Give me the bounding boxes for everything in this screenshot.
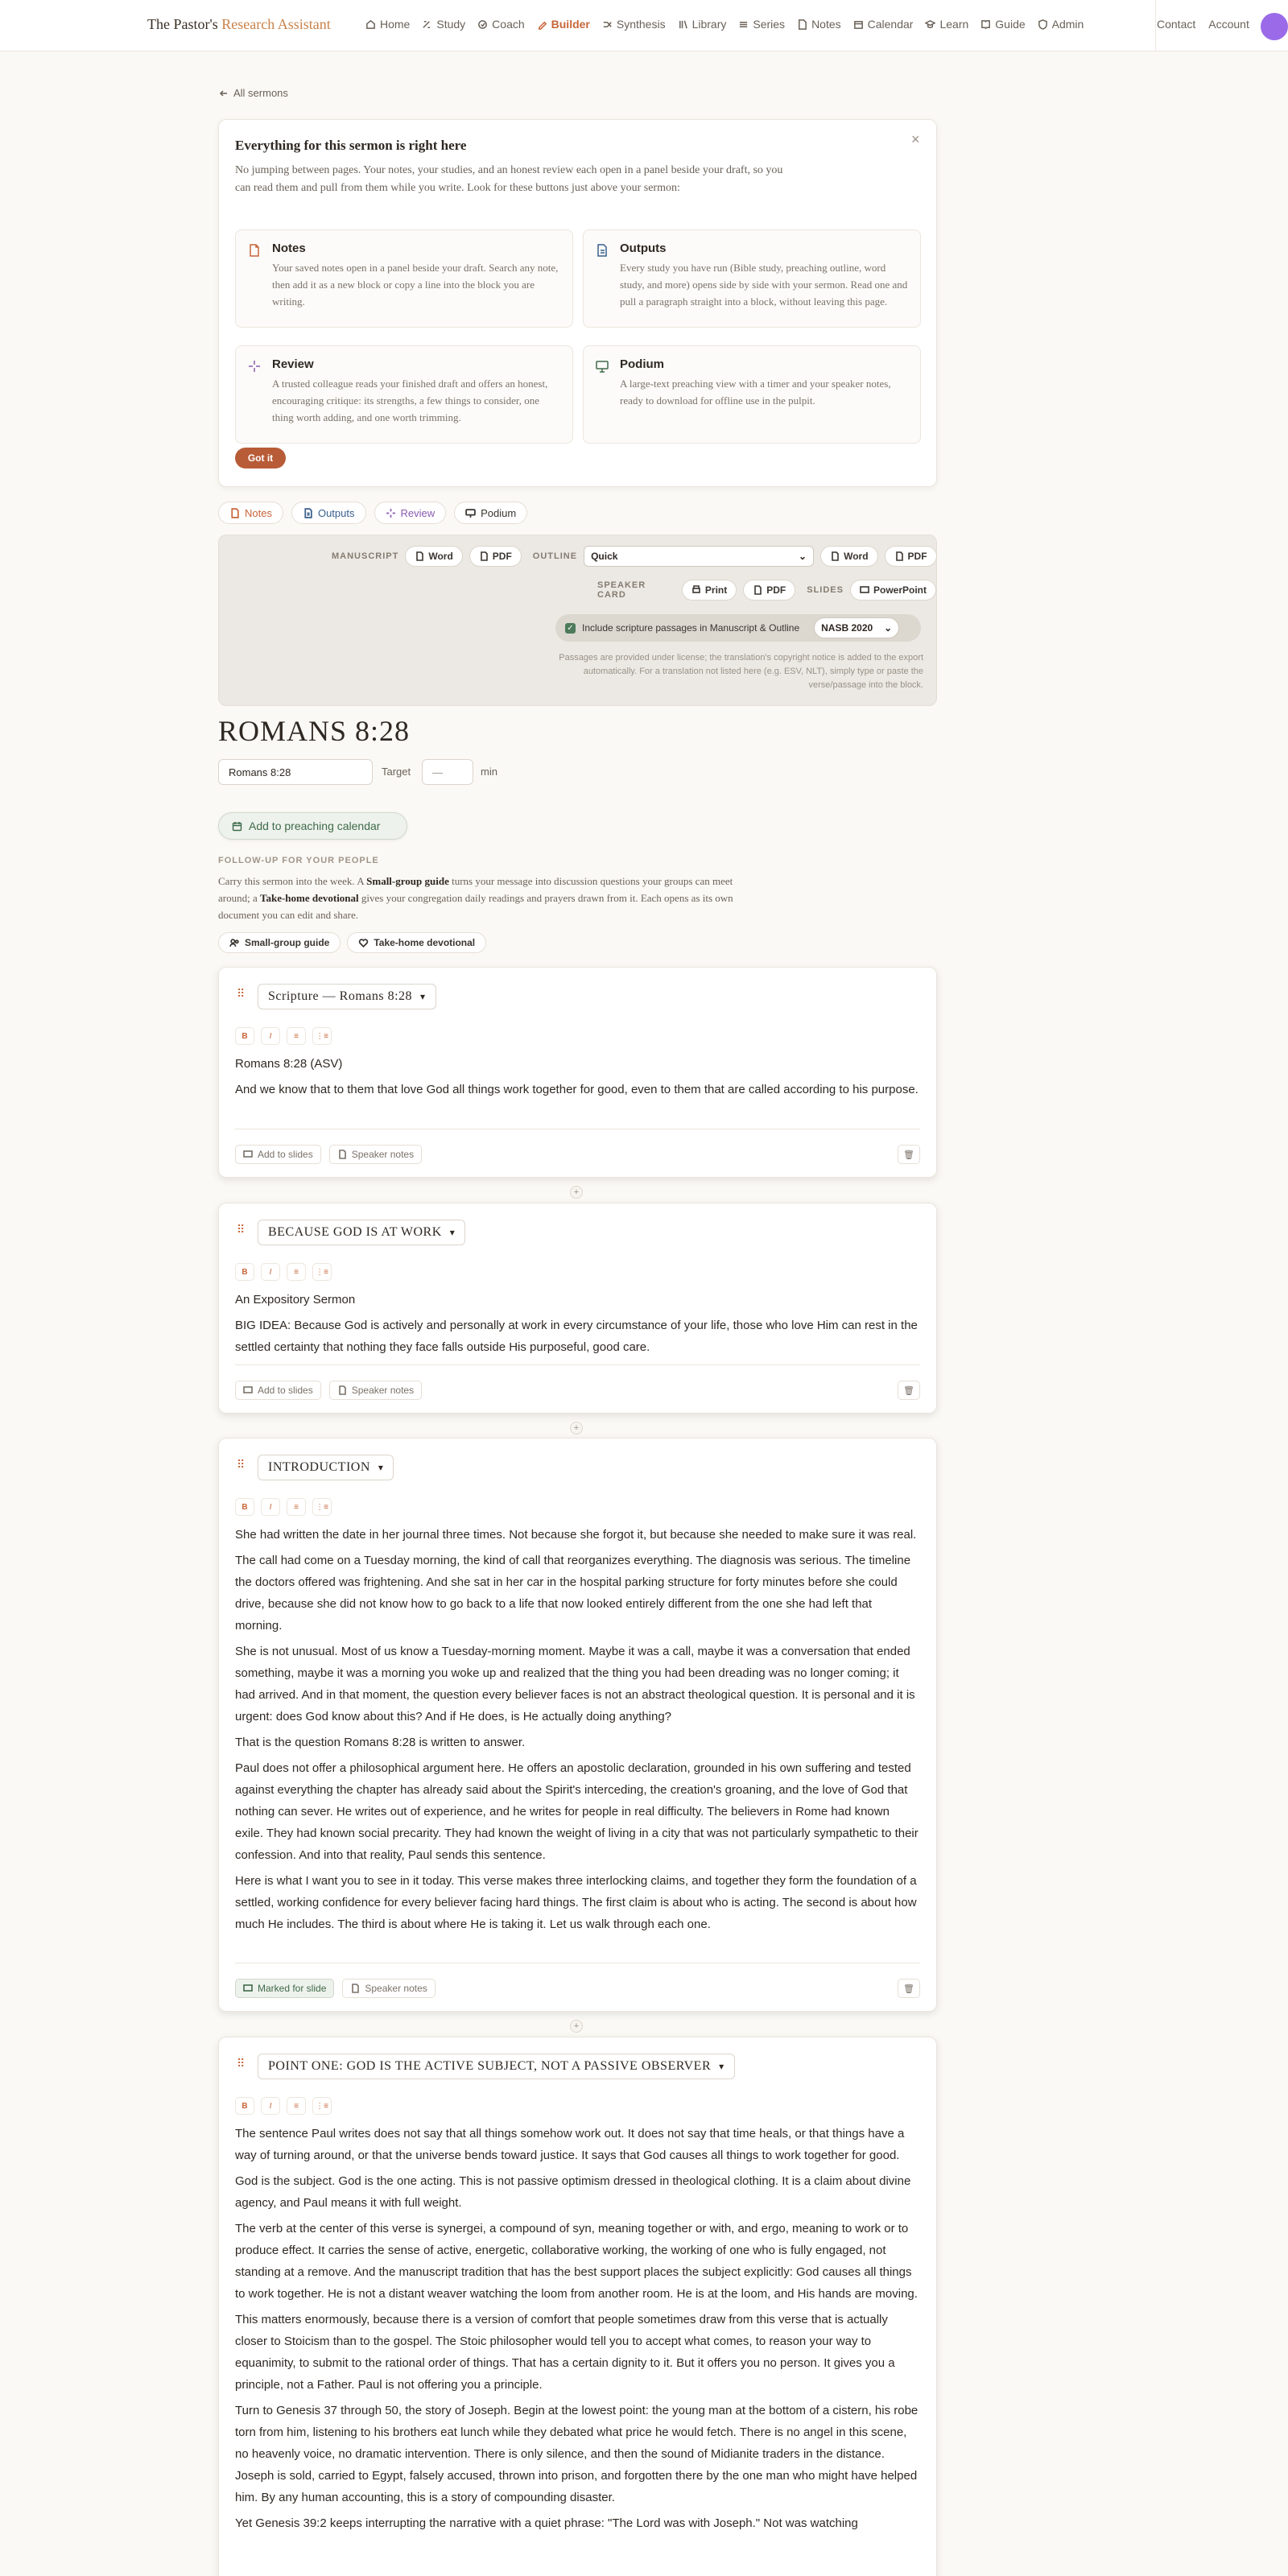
block-type-select[interactable]	[258, 2054, 735, 2079]
include-scripture-label: Include scripture passages in Manuscript & Outline	[582, 622, 800, 634]
synthesis-icon	[602, 19, 613, 30]
manuscript-label: MANUSCRIPT	[332, 551, 399, 561]
block-type-value: BECAUSE GOD IS AT WORK	[268, 1225, 442, 1239]
series-icon	[738, 19, 749, 30]
block-paragraph[interactable]: The verb at the center of this verse is synergei, a compound of syn, meaning together or with, and ergo, meaning to work or to produce effect. It carries the sense of active, energetic, collaborative working, the working of one who is fully engaged, not standing at a remove. And the manuscript tradition that has the best support places the subject explicitly: God causes all things to work together. He is not a distant weaver watching the loom from another room. He is at the loom, and His hands are moving.	[235, 2222, 918, 2301]
monitor-icon	[243, 1385, 253, 1395]
sermon-block	[218, 2037, 937, 2576]
nav-item-label: Admin	[1051, 18, 1084, 31]
block-paragraph[interactable]: Romans 8:28 (ASV)	[235, 1057, 343, 1071]
block-footer	[235, 1381, 422, 1400]
drag-handle-icon[interactable]: ⠿	[237, 1458, 245, 1471]
block-paragraph[interactable]: The sentence Paul writes does not say that all things somehow work out. It does not say that time heals, or that things have a way of turning around, or that the universe bends toward justice. It says that God causes all things to work together for good.	[235, 2127, 905, 2162]
button-label: Add to slides	[258, 1385, 313, 1396]
block-footer	[235, 1145, 422, 1164]
monitor-icon	[243, 1150, 253, 1159]
block-paragraph[interactable]: And we know that to them that love God all things work together for good, even to them that are called according to his purpose.	[235, 1083, 919, 1096]
tab-label: Podium	[481, 506, 517, 519]
contact-link[interactable]: Contact	[1157, 18, 1196, 31]
minutes-label: min	[481, 766, 497, 778]
nav-item-label: Guide	[995, 18, 1026, 31]
nav-item-coach[interactable]	[477, 18, 524, 31]
button-label: Speaker notes	[351, 1149, 415, 1160]
sparkle-icon	[247, 359, 262, 374]
export-panel	[218, 535, 937, 706]
button-label: PDF	[907, 551, 927, 562]
trash-icon[interactable]: 🗑	[898, 1381, 920, 1400]
button-label: Marked for slide	[258, 1983, 327, 1994]
nav-item-home[interactable]	[365, 18, 410, 31]
study-icon	[422, 19, 432, 30]
podium-icon	[465, 508, 476, 518]
block-type-select[interactable]	[258, 1455, 394, 1480]
intro-description: No jumping between pages. Your notes, your studies, and an honest review each open in a panel beside your draft, so you can read them and pull from them while you write. Look for these buttons just above your sermon:	[235, 164, 783, 194]
target-label: Target	[382, 766, 411, 778]
back-link-label: All sermons	[233, 87, 288, 99]
nav-item-label: Home	[380, 18, 411, 31]
account-link[interactable]: Account	[1208, 18, 1249, 31]
trash-icon[interactable]: 🗑	[898, 1145, 920, 1164]
nav-item-label: Notes	[811, 18, 841, 31]
block-paragraph[interactable]: An Expository Sermon	[235, 1293, 356, 1307]
nav-item-notes[interactable]	[797, 18, 841, 31]
notes-tab[interactable]	[218, 502, 283, 524]
brand-accent: Research Assistant	[221, 16, 331, 32]
button-label: Add to slides	[258, 1149, 313, 1160]
italic-icon[interactable]: I	[261, 2097, 280, 2115]
tab-label: Review	[400, 506, 436, 519]
bullet-list-icon[interactable]: ≡	[287, 1498, 306, 1516]
manuscript-word-button[interactable]	[405, 546, 462, 567]
drag-handle-icon[interactable]: ⠿	[237, 987, 245, 1000]
trash-icon[interactable]: 🗑	[898, 1979, 920, 1998]
outline-pdf-button[interactable]	[885, 546, 937, 567]
notes-icon	[247, 243, 262, 258]
followup-text: gives your congregation daily readings and prayers drawn from it. Each opens as its own document you can edit and share.	[218, 892, 733, 921]
feature-desc: A large-text preaching view with a timer and your speaker notes, ready to download for offline use in the pulpit.	[620, 378, 891, 407]
block-content[interactable]	[235, 1289, 919, 1362]
feature-desc: Your saved notes open in a panel beside your draft. Search any note, then add it as a new block or copy a line into the block you are writing.	[272, 262, 559, 308]
feature-desc: Every study you have run (Bible study, preaching outline, word study, and more) opens side by side with your sermon. Read one and pull a paragraph straight into a block, without leaving this page.	[620, 262, 908, 308]
document-icon	[830, 551, 840, 561]
followup-bold: Small-group guide	[366, 875, 449, 887]
format-toolbar	[235, 1498, 332, 1516]
block-paragraph[interactable]: Paul does not offer a philosophical argument here. He offers an apostolic declaration, grounded in his own suffering and tested against everything the chapter has already said about the Spirit's interceding, the creation's groaning, and the love of God that nothing can sever. He writes out of experience, and he writes for people in real difficulty. The believers in Rome had known exile. They had known social precarity. They had known the weight of living in a city that was not particularly sympathetic to their confession. And into that reality, Paul sends this sentence.	[235, 1761, 919, 1862]
block-content[interactable]	[235, 1053, 919, 1104]
bullet-list-icon[interactable]: ≡	[287, 2097, 306, 2115]
nav-item-label: Study	[436, 18, 466, 31]
followup-text: turns your message into discussion questions your groups can meet around; a	[218, 875, 733, 904]
nav-bar	[0, 0, 1156, 52]
format-toolbar	[235, 2097, 332, 2115]
nav-item-label: Builder	[551, 18, 590, 31]
block-content[interactable]	[235, 1524, 919, 1939]
nav-item-study[interactable]	[422, 18, 465, 31]
outline-select-value: Quick	[591, 551, 618, 562]
button-label: Word	[428, 551, 453, 562]
nav-item-calendar[interactable]	[853, 18, 914, 31]
bold-icon[interactable]: B	[235, 1027, 254, 1045]
document-icon	[753, 585, 762, 595]
translation-value: NASB 2020	[821, 622, 873, 634]
notes-icon	[797, 19, 807, 30]
document-icon	[595, 243, 609, 258]
builder-icon	[537, 19, 547, 30]
sparkle-icon	[386, 508, 396, 518]
add-to-slides-button[interactable]	[235, 1381, 321, 1400]
bullet-list-icon[interactable]: ≡	[287, 1263, 306, 1281]
drag-handle-icon[interactable]: ⠿	[237, 1223, 245, 1236]
chevron-down-icon: ▾	[719, 2061, 724, 2072]
document-icon	[415, 551, 424, 561]
speaker-notes-button[interactable]	[329, 1381, 422, 1400]
outline-select[interactable]	[584, 546, 814, 567]
chevron-down-icon: ▾	[420, 991, 426, 1002]
feature-title: Podium	[620, 357, 664, 371]
arrow-left-icon	[219, 89, 229, 98]
take-home-devotional-button[interactable]	[347, 932, 486, 953]
block-content[interactable]	[235, 2123, 919, 2538]
add-block-icon[interactable]: +	[570, 1422, 583, 1435]
button-label: Print	[704, 584, 728, 596]
followup-buttons	[218, 932, 486, 953]
feature-review	[235, 345, 573, 444]
bullet-list-icon[interactable]: ≡	[287, 1027, 306, 1045]
italic-icon[interactable]: I	[261, 1498, 280, 1516]
format-toolbar	[235, 1263, 332, 1281]
intro-card	[218, 119, 937, 487]
chevron-down-icon: ▾	[378, 1462, 384, 1473]
translation-select[interactable]	[814, 617, 899, 638]
feature-notes	[235, 229, 573, 328]
powerpoint-button[interactable]	[850, 580, 936, 601]
nav-item-library[interactable]	[678, 18, 727, 31]
include-scripture-toggle[interactable]	[555, 614, 921, 642]
block-paragraph[interactable]: That is the question Romans 8:28 is written to answer.	[235, 1736, 526, 1749]
block-type-value: Scripture — Romans 8:28	[268, 989, 413, 1003]
calendar-icon	[232, 821, 242, 832]
outline-label: OUTLINE	[532, 551, 578, 561]
block-type-select[interactable]	[258, 1220, 465, 1245]
numbered-list-icon[interactable]: ⋮≡	[312, 2097, 332, 2115]
top-navigation	[0, 0, 1288, 52]
document-icon	[894, 551, 904, 561]
outputs-tab[interactable]	[291, 502, 366, 524]
manuscript-pdf-button[interactable]	[469, 546, 522, 567]
chevron-down-icon: ▾	[449, 1227, 456, 1238]
bold-icon[interactable]: B	[235, 1498, 254, 1516]
add-to-calendar-button[interactable]	[218, 812, 407, 840]
feature-title: Review	[272, 357, 314, 371]
podium-icon	[595, 359, 609, 374]
nav-item-label: Coach	[492, 18, 525, 31]
podium-tab[interactable]	[454, 502, 527, 524]
nav-item-label: Calendar	[867, 18, 914, 31]
block-paragraph[interactable]: The call had come on a Tuesday morning, the kind of call that reorganizes everything. The diagnosis was serious. The timeline the doctors offered was frightening. And she sat in her car in the hospital parking structure for forty minutes before she could drive, because she did not know how to go back to a life that now looked entirely different from the one she had left that morning.	[235, 1554, 911, 1633]
guide-icon	[980, 19, 991, 30]
nav-item-guide[interactable]	[980, 18, 1025, 31]
close-icon[interactable]: ×	[911, 131, 920, 147]
followup-text: Carry this sermon into the week. A	[218, 875, 367, 887]
nav-item-admin[interactable]	[1038, 18, 1084, 31]
nav-item-builder[interactable]	[537, 18, 590, 31]
block-paragraph[interactable]: This matters enormously, because there is a version of comfort that people sometimes draw from this verse that is actually closer to Stoicism than to the gospel. The Stoic philosopher would tell you to accept what comes, to reason your way to equanimity, to submit to the rational order of things. That has a certain dignity to it. But it offers you no person. It gives you a principle, not a Father. Paul is not offering you a principle.	[235, 2313, 895, 2392]
block-paragraph[interactable]: Here is what I want you to see in it today. This verse makes three interlocking claims, and together they form the foundation of a settled, working confidence for every believer facing hard things. The first claim is about who is acting. The second is about how much He includes. The third is about where He is taking it. Let us walk through each one.	[235, 1874, 917, 1931]
printer-icon	[691, 585, 701, 595]
sermon-block	[218, 1203, 937, 1414]
nav-item-label: Series	[753, 18, 786, 31]
document-icon	[479, 551, 489, 561]
speaker-pdf-button[interactable]	[743, 580, 795, 601]
numbered-list-icon[interactable]: ⋮≡	[312, 1498, 332, 1516]
bold-icon[interactable]: B	[235, 2097, 254, 2115]
followup-bold: Take-home devotional	[259, 892, 359, 904]
brand-logo[interactable]	[147, 16, 331, 33]
nav-item-learn[interactable]	[925, 18, 968, 31]
marked-for-slide-button[interactable]	[235, 1979, 334, 1998]
intro-title: Everything for this sermon is right here	[235, 138, 467, 153]
add-to-calendar-label: Add to preaching calendar	[249, 819, 381, 832]
chevron-down-icon: ⌄	[884, 622, 893, 634]
button-label: Small-group guide	[245, 937, 330, 948]
coach-icon	[477, 19, 488, 30]
slides-label: SLIDES	[807, 585, 844, 595]
feature-podium	[583, 345, 921, 444]
monitor-icon	[243, 1984, 253, 1993]
numbered-list-icon[interactable]: ⋮≡	[312, 1027, 332, 1045]
button-label: PDF	[766, 584, 786, 596]
document-icon	[303, 508, 313, 518]
numbered-list-icon[interactable]: ⋮≡	[312, 1263, 332, 1281]
button-label: Speaker notes	[351, 1385, 415, 1396]
nav-item-label: Learn	[939, 18, 969, 31]
block-paragraph[interactable]: BIG IDEA: Because God is actively and personally at work in every circumstance of your life, those who love Him can rest in the settled certainty that nothing they face falls outside His purposeful, good care.	[235, 1319, 918, 1354]
got-it-button[interactable]: Got it	[235, 448, 286, 469]
add-block-icon[interactable]: +	[570, 2020, 583, 2033]
speaker-card-label: SPEAKER CARD	[597, 580, 646, 600]
license-note: Passages are provided under license; the translation's copyright notice is added to the export automatically. For a translation not listed here (e.g. ESV, NLT), simply type or paste the verse/passage into the block.	[559, 653, 923, 690]
notes-icon	[337, 1385, 347, 1395]
followup-heading: FOLLOW-UP FOR YOUR PEOPLE	[218, 856, 379, 865]
reference-input[interactable]: Romans 8:28	[218, 759, 373, 785]
monitor-icon	[860, 585, 869, 595]
block-paragraph[interactable]: God is the subject. God is the one acting. This is not passive optimism dressed in theological clothing. It is a claim about divine agency, and Paul means it with full weight.	[235, 2174, 911, 2210]
tab-label: Notes	[245, 506, 272, 519]
small-group-guide-button[interactable]	[218, 932, 341, 953]
button-label: Speaker notes	[365, 1983, 427, 1994]
block-footer	[235, 1979, 436, 1998]
drag-handle-icon[interactable]: ⠿	[237, 2057, 245, 2070]
feature-outputs	[583, 229, 921, 328]
speaker-card-row	[597, 580, 936, 601]
back-link[interactable]	[219, 87, 288, 99]
bold-icon[interactable]: B	[235, 1263, 254, 1281]
add-to-slides-button[interactable]	[235, 1145, 321, 1164]
brand-name: The Pastor's	[147, 16, 222, 32]
panel-tabs	[218, 502, 527, 524]
outline-word-button[interactable]	[820, 546, 877, 567]
nav-item-synthesis[interactable]	[602, 18, 666, 31]
block-paragraph[interactable]: She is not unusual. Most of us know a Tuesday-morning moment. Maybe it was a call, maybe it was a conversation that ended something, maybe it was a morning you woke up and realized that the thing you had been dreading was no longer coming; it had arrived. And in that moment, the question every believer faces is not an abstract theological question. It is personal and it is urgent: does God know about this? And if He does, is He actually doing anything?	[235, 1645, 915, 1724]
add-block-icon[interactable]: +	[570, 1186, 583, 1199]
nav-links	[365, 18, 1096, 31]
sermon-title[interactable]: ROMANS 8:28	[218, 715, 411, 747]
learn-icon	[925, 19, 935, 30]
nav-item-label: Library	[691, 18, 727, 31]
italic-icon[interactable]: I	[261, 1263, 280, 1281]
notes-icon	[337, 1150, 347, 1159]
calendar-icon	[853, 19, 864, 30]
button-label: PDF	[492, 551, 512, 562]
feature-desc: A trusted colleague reads your finished draft and offers an honest, encouraging critique: its strengths, a few things to consider, one thing worth adding, and one worth trimming.	[272, 378, 548, 423]
sermon-block	[218, 967, 937, 1178]
avatar[interactable]	[1261, 13, 1288, 40]
block-paragraph[interactable]: Turn to Genesis 37 through 50, the story of Joseph. Begin at the lowest point: the young man at the bottom of a cistern, his robe torn from him, listening to his brothers eat lunch while they debated what price he would fetch. There is no angel in this scene, no heavenly voice, no dramatic intervention. There is only silence, and then the sound of Midianite traders in the distance. Joseph is sold, carried to Egypt, falsely accused, thrown into prison, and forgotten there by the one man who might have helped him. By any human accounting, this is a story of compounding disaster.	[235, 2404, 919, 2504]
print-button[interactable]	[682, 580, 737, 601]
speaker-notes-button[interactable]	[342, 1979, 435, 1998]
checkbox-checked-icon[interactable]: ✓	[565, 623, 576, 634]
chevron-down-icon: ⌄	[799, 551, 807, 562]
button-label: Take-home devotional	[374, 937, 476, 948]
manuscript-row	[332, 546, 937, 567]
block-type-value: POINT ONE: GOD IS THE ACTIVE SUBJECT, NOT A PASSIVE OBSERVER	[268, 2059, 712, 2073]
nav-item-series[interactable]	[738, 18, 785, 31]
review-tab[interactable]	[374, 502, 447, 524]
feature-title: Notes	[272, 242, 306, 255]
block-type-value: INTRODUCTION	[268, 1460, 370, 1474]
target-minutes-input[interactable]: —	[422, 759, 473, 785]
button-label: PowerPoint	[873, 584, 927, 596]
heart-icon	[358, 938, 369, 948]
sermon-block	[218, 1438, 937, 2012]
feature-title: Outputs	[620, 242, 667, 255]
home-icon	[365, 19, 376, 30]
speaker-notes-button[interactable]	[329, 1145, 422, 1164]
divider	[235, 1364, 920, 1365]
block-type-select[interactable]	[258, 984, 436, 1009]
notes-icon	[229, 508, 240, 518]
italic-icon[interactable]: I	[261, 1027, 280, 1045]
nav-right	[1157, 18, 1249, 31]
tab-label: Outputs	[317, 506, 355, 519]
library-icon	[678, 19, 688, 30]
users-icon	[229, 938, 240, 948]
notes-icon	[350, 1984, 360, 1993]
button-label: Word	[844, 551, 869, 562]
admin-icon	[1038, 19, 1048, 30]
followup-description	[218, 873, 758, 923]
block-paragraph[interactable]: Yet Genesis 39:2 keeps interrupting the narrative with a quiet phrase: "The Lord was with Joseph." Not was watching	[235, 2516, 858, 2530]
block-paragraph[interactable]: She had written the date in her journal three times. Not because she forgot it, but because she needed to make sure it was real.	[235, 1528, 917, 1542]
nav-item-label: Synthesis	[616, 18, 666, 31]
format-toolbar	[235, 1027, 332, 1045]
